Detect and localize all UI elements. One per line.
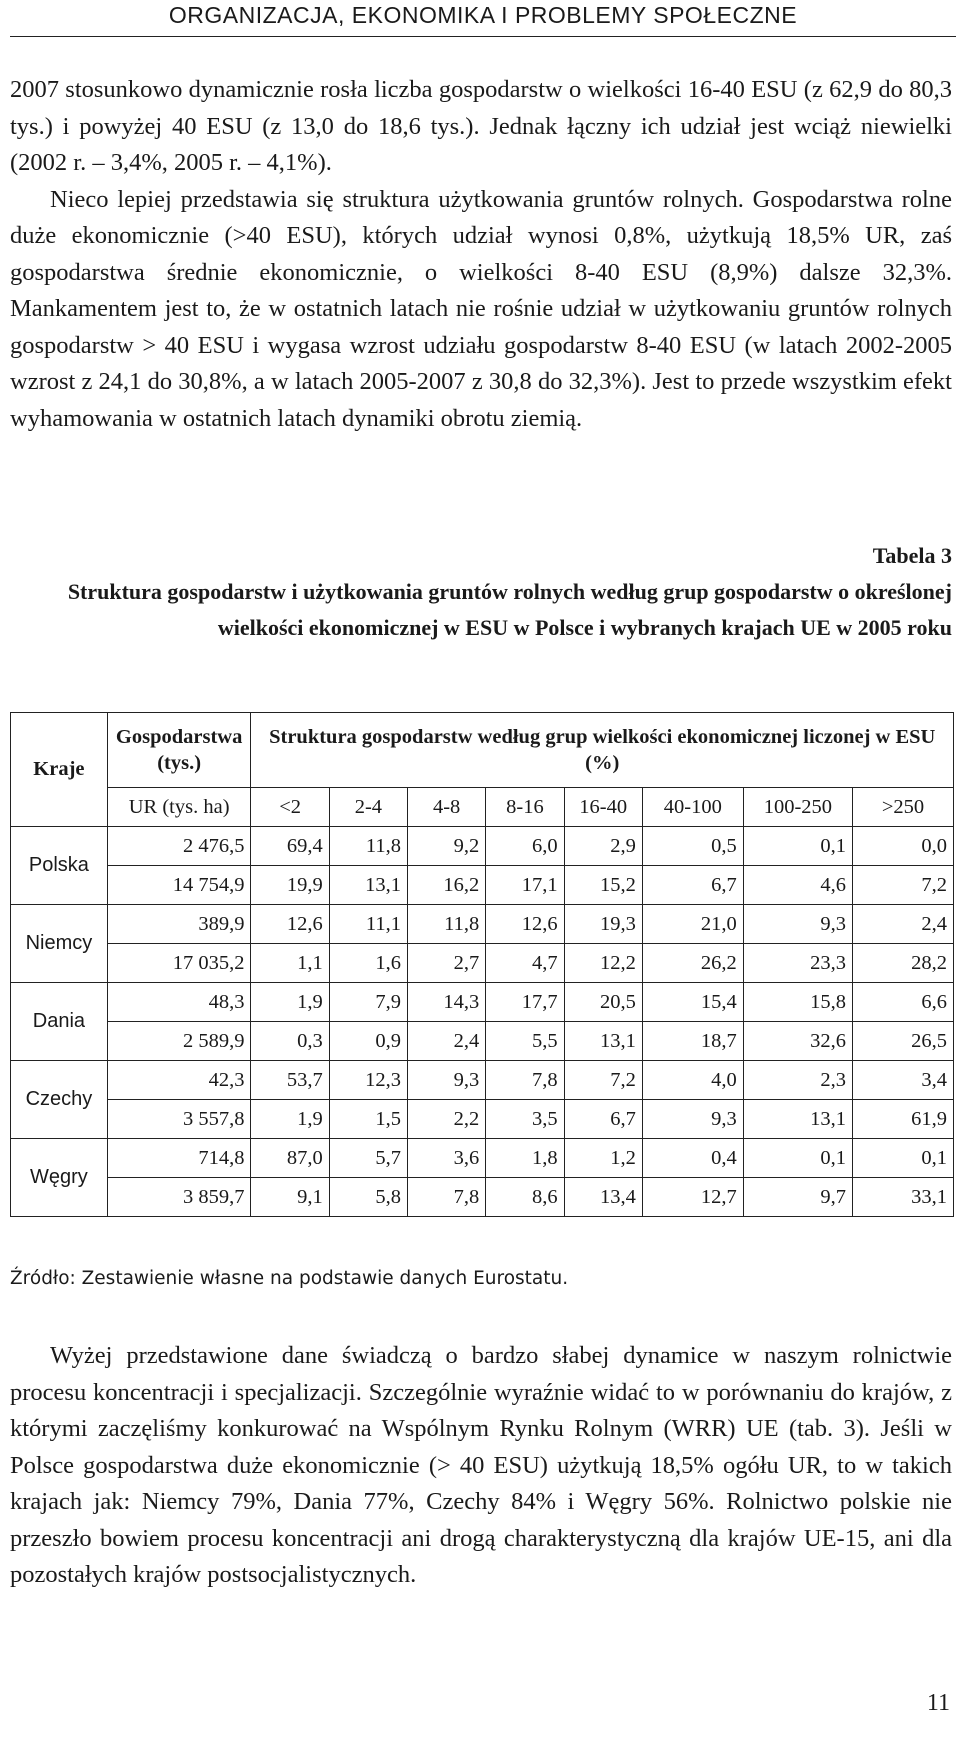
table-cell: 17 035,2 — [107, 944, 251, 983]
table-cell: 9,7 — [743, 1178, 852, 1217]
country-name: Niemcy — [11, 905, 108, 983]
table-cell: 2,4 — [852, 905, 953, 944]
table-cell: 32,6 — [743, 1022, 852, 1061]
table-cell: 0,5 — [642, 827, 743, 866]
table-cell: 0,9 — [329, 1022, 407, 1061]
table-cell: 26,5 — [852, 1022, 953, 1061]
table-cell: 15,4 — [642, 983, 743, 1022]
table-cell: 14 754,9 — [107, 866, 251, 905]
country-name: Dania — [11, 983, 108, 1061]
table-cell: 7,2 — [564, 1061, 642, 1100]
page-number: 11 — [926, 1690, 950, 1716]
table-cell: 1,8 — [486, 1139, 564, 1178]
table-cell: 12,7 — [642, 1178, 743, 1217]
country-name: Polska — [11, 827, 108, 905]
running-header: ORGANIZACJA, EKONOMIKA I PROBLEMY SPOŁECZNE — [10, 0, 956, 37]
table-row — [11, 1100, 954, 1139]
subheader-cell: 16-40 — [564, 788, 642, 827]
table-cell: 1,5 — [329, 1100, 407, 1139]
table-cell: 7,8 — [486, 1061, 564, 1100]
table-cell: 4,7 — [486, 944, 564, 983]
table-cell: 7,2 — [852, 866, 953, 905]
paragraph-intro-line2: Nieco lepiej przedstawia się struktura użytkowania gruntów rolnych. Gospodarstwa rolne duże ekonomicznie (>40 ESU), których udział wynosi 0,8%, użytkują 18,5% UR, zaś gospodarstwa średnie ekonomicznie, o wielkości 8-40 ESU (8,9%) dalsze 32,3%. Mankamentem jest to, że w ostatnich latach nie rośnie udział w użytkowaniu gruntów rolnych gospodarstw > 40 ESU i wygasa wzrost udziału gospodarstw 8-40 ESU (w latach 2002-2005 wzrost z 24,1 do 30,8%, a w latach 2005-2007 z 30,8 do 32,3%). Jest to przede wszystkim efekt wyhamowania w ostatnich latach dynamiki obrotu ziemią. — [10, 185, 952, 432]
table-cell: 6,7 — [564, 1100, 642, 1139]
table-cell: 1,1 — [251, 944, 329, 983]
table-row — [11, 1022, 954, 1061]
subheader-cell: 2-4 — [329, 788, 407, 827]
table-cell: 2,3 — [743, 1061, 852, 1100]
table-cell: 1,2 — [564, 1139, 642, 1178]
table-cell: 13,1 — [329, 866, 407, 905]
table-cell: 9,3 — [408, 1061, 486, 1100]
table-cell: 2,9 — [564, 827, 642, 866]
table-caption — [52, 538, 952, 646]
table-cell: 69,4 — [251, 827, 329, 866]
table-cell: 389,9 — [107, 905, 251, 944]
table-number: Tabela 3 — [872, 543, 952, 568]
table-cell: 0,1 — [852, 1139, 953, 1178]
table-cell: 23,3 — [743, 944, 852, 983]
table-row — [11, 1178, 954, 1217]
table-cell: 9,2 — [408, 827, 486, 866]
header-country: Kraje — [11, 713, 108, 827]
table-cell: 12,6 — [251, 905, 329, 944]
table-cell: 2,7 — [408, 944, 486, 983]
table-cell: 48,3 — [107, 983, 251, 1022]
table-cell: 1,9 — [251, 1100, 329, 1139]
table-cell: 0,4 — [642, 1139, 743, 1178]
table-cell: 0,1 — [743, 1139, 852, 1178]
table-cell: 15,8 — [743, 983, 852, 1022]
subheader-cell: 40-100 — [642, 788, 743, 827]
country-name: Czechy — [11, 1061, 108, 1139]
table-cell: 19,9 — [251, 866, 329, 905]
country-name: Węgry — [11, 1139, 108, 1217]
table-row — [11, 905, 954, 944]
table-row — [11, 983, 954, 1022]
table-cell: 42,3 — [107, 1061, 251, 1100]
subheader-cell: >250 — [852, 788, 953, 827]
table-cell: 13,4 — [564, 1178, 642, 1217]
table-cell: 21,0 — [642, 905, 743, 944]
table-cell: 13,1 — [564, 1022, 642, 1061]
table-cell: 2,2 — [408, 1100, 486, 1139]
table-row — [11, 866, 954, 905]
table-row — [11, 1139, 954, 1178]
subheader-cell: 8-16 — [486, 788, 564, 827]
table-cell: 18,7 — [642, 1022, 743, 1061]
table-cell: 12,6 — [486, 905, 564, 944]
subheader-cell: <2 — [251, 788, 329, 827]
table-cell: 11,8 — [329, 827, 407, 866]
table-cell: 3,4 — [852, 1061, 953, 1100]
table-cell: 1,9 — [251, 983, 329, 1022]
table-cell: 6,7 — [642, 866, 743, 905]
table-cell: 17,1 — [486, 866, 564, 905]
paragraph-conclusion — [10, 1338, 952, 1594]
table-cell: 2,4 — [408, 1022, 486, 1061]
subheader-cell: 4-8 — [408, 788, 486, 827]
table-cell: 3 557,8 — [107, 1100, 251, 1139]
table-cell: 11,1 — [329, 905, 407, 944]
header-farms: Gospodarstwa (tys.) — [107, 713, 251, 788]
table-cell: 8,6 — [486, 1178, 564, 1217]
table-cell: 4,0 — [642, 1061, 743, 1100]
table-cell: 0,3 — [251, 1022, 329, 1061]
table-cell: 5,7 — [329, 1139, 407, 1178]
table-title: Struktura gospodarstw i użytkowania gruntów rolnych według grup gospodarstw o określonej wielkości ekonomicznej w ESU w Polsce i wybranych krajach UE w 2005 roku — [67, 579, 952, 640]
table-cell: 87,0 — [251, 1139, 329, 1178]
table-cell: 0,1 — [743, 827, 852, 866]
table-cell: 9,3 — [642, 1100, 743, 1139]
table-row — [11, 827, 954, 866]
table-cell: 3 859,7 — [107, 1178, 251, 1217]
table-cell: 4,6 — [743, 866, 852, 905]
table-source: Źródło: Zestawienie własne na podstawie danych Eurostatu. — [10, 1268, 569, 1289]
data-table — [10, 712, 954, 1217]
table-cell: 9,3 — [743, 905, 852, 944]
table-row — [11, 944, 954, 983]
table-cell: 3,5 — [486, 1100, 564, 1139]
paragraph-intro — [10, 72, 952, 437]
table-cell: 7,8 — [408, 1178, 486, 1217]
table-cell: 3,6 — [408, 1139, 486, 1178]
table-cell: 14,3 — [408, 983, 486, 1022]
table-cell: 6,6 — [852, 983, 953, 1022]
table-cell: 26,2 — [642, 944, 743, 983]
header-structure: Struktura gospodarstw według grup wielkości ekonomicznej liczonej w ESU (%) — [251, 713, 954, 788]
table-cell: 2 589,9 — [107, 1022, 251, 1061]
subheader-cell: UR (tys. ha) — [107, 788, 251, 827]
table-cell: 5,5 — [486, 1022, 564, 1061]
table-cell: 16,2 — [408, 866, 486, 905]
table-cell: 7,9 — [329, 983, 407, 1022]
table-cell: 33,1 — [852, 1178, 953, 1217]
subheader-cell: 100-250 — [743, 788, 852, 827]
table-cell: 20,5 — [564, 983, 642, 1022]
table-cell: 0,0 — [852, 827, 953, 866]
table-cell: 12,3 — [329, 1061, 407, 1100]
table-cell: 1,6 — [329, 944, 407, 983]
table-cell: 61,9 — [852, 1100, 953, 1139]
table-cell: 15,2 — [564, 866, 642, 905]
table-cell: 714,8 — [107, 1139, 251, 1178]
table-cell: 6,0 — [486, 827, 564, 866]
table-cell: 12,2 — [564, 944, 642, 983]
table-cell: 11,8 — [408, 905, 486, 944]
paragraph-intro-line1: 2007 stosunkowo dynamicznie rosła liczba gospodarstw o wielkości 16-40 ESU (z 62,9 do 80,3 tys.) i powyżej 40 ESU (z 13,0 do 18,6 tys.). Jednak łączny ich udział jest wciąż niewielki (2002 r. – 3,4%, 2005 r. – 4,1%). — [10, 76, 952, 176]
table-cell: 5,8 — [329, 1178, 407, 1217]
table-cell: 13,1 — [743, 1100, 852, 1139]
table-cell: 19,3 — [564, 905, 642, 944]
table-cell: 9,1 — [251, 1178, 329, 1217]
table-cell: 53,7 — [251, 1061, 329, 1100]
table-row — [11, 1061, 954, 1100]
table-cell: 17,7 — [486, 983, 564, 1022]
paragraph-conclusion-text: Wyżej przedstawione dane świadczą o bardzo słabej dynamice w naszym rolnictwie procesu koncentracji i specjalizacji. Szczególnie wyraźnie widać to w porównaniu do krajów, z którymi zaczęliśmy konkurować na Wspólnym Rynku Rolnym (WRR) UE (tab. 3). Jeśli w Polsce gospodarstwa duże ekonomicznie (> 40 ESU) użytkują 18,5% ogółu UR, to w takich krajach jak: Niemcy 79%, Dania 77%, Czechy 84% i Węgry 56%. Rolnictwo polskie nie przeszło bowiem procesu koncentracji ani drogą charakterystyczną dla krajów UE-15, ani dla pozostałych krajów postsocjalistycznych. — [10, 1342, 952, 1588]
table-cell: 2 476,5 — [107, 827, 251, 866]
table-cell: 28,2 — [852, 944, 953, 983]
